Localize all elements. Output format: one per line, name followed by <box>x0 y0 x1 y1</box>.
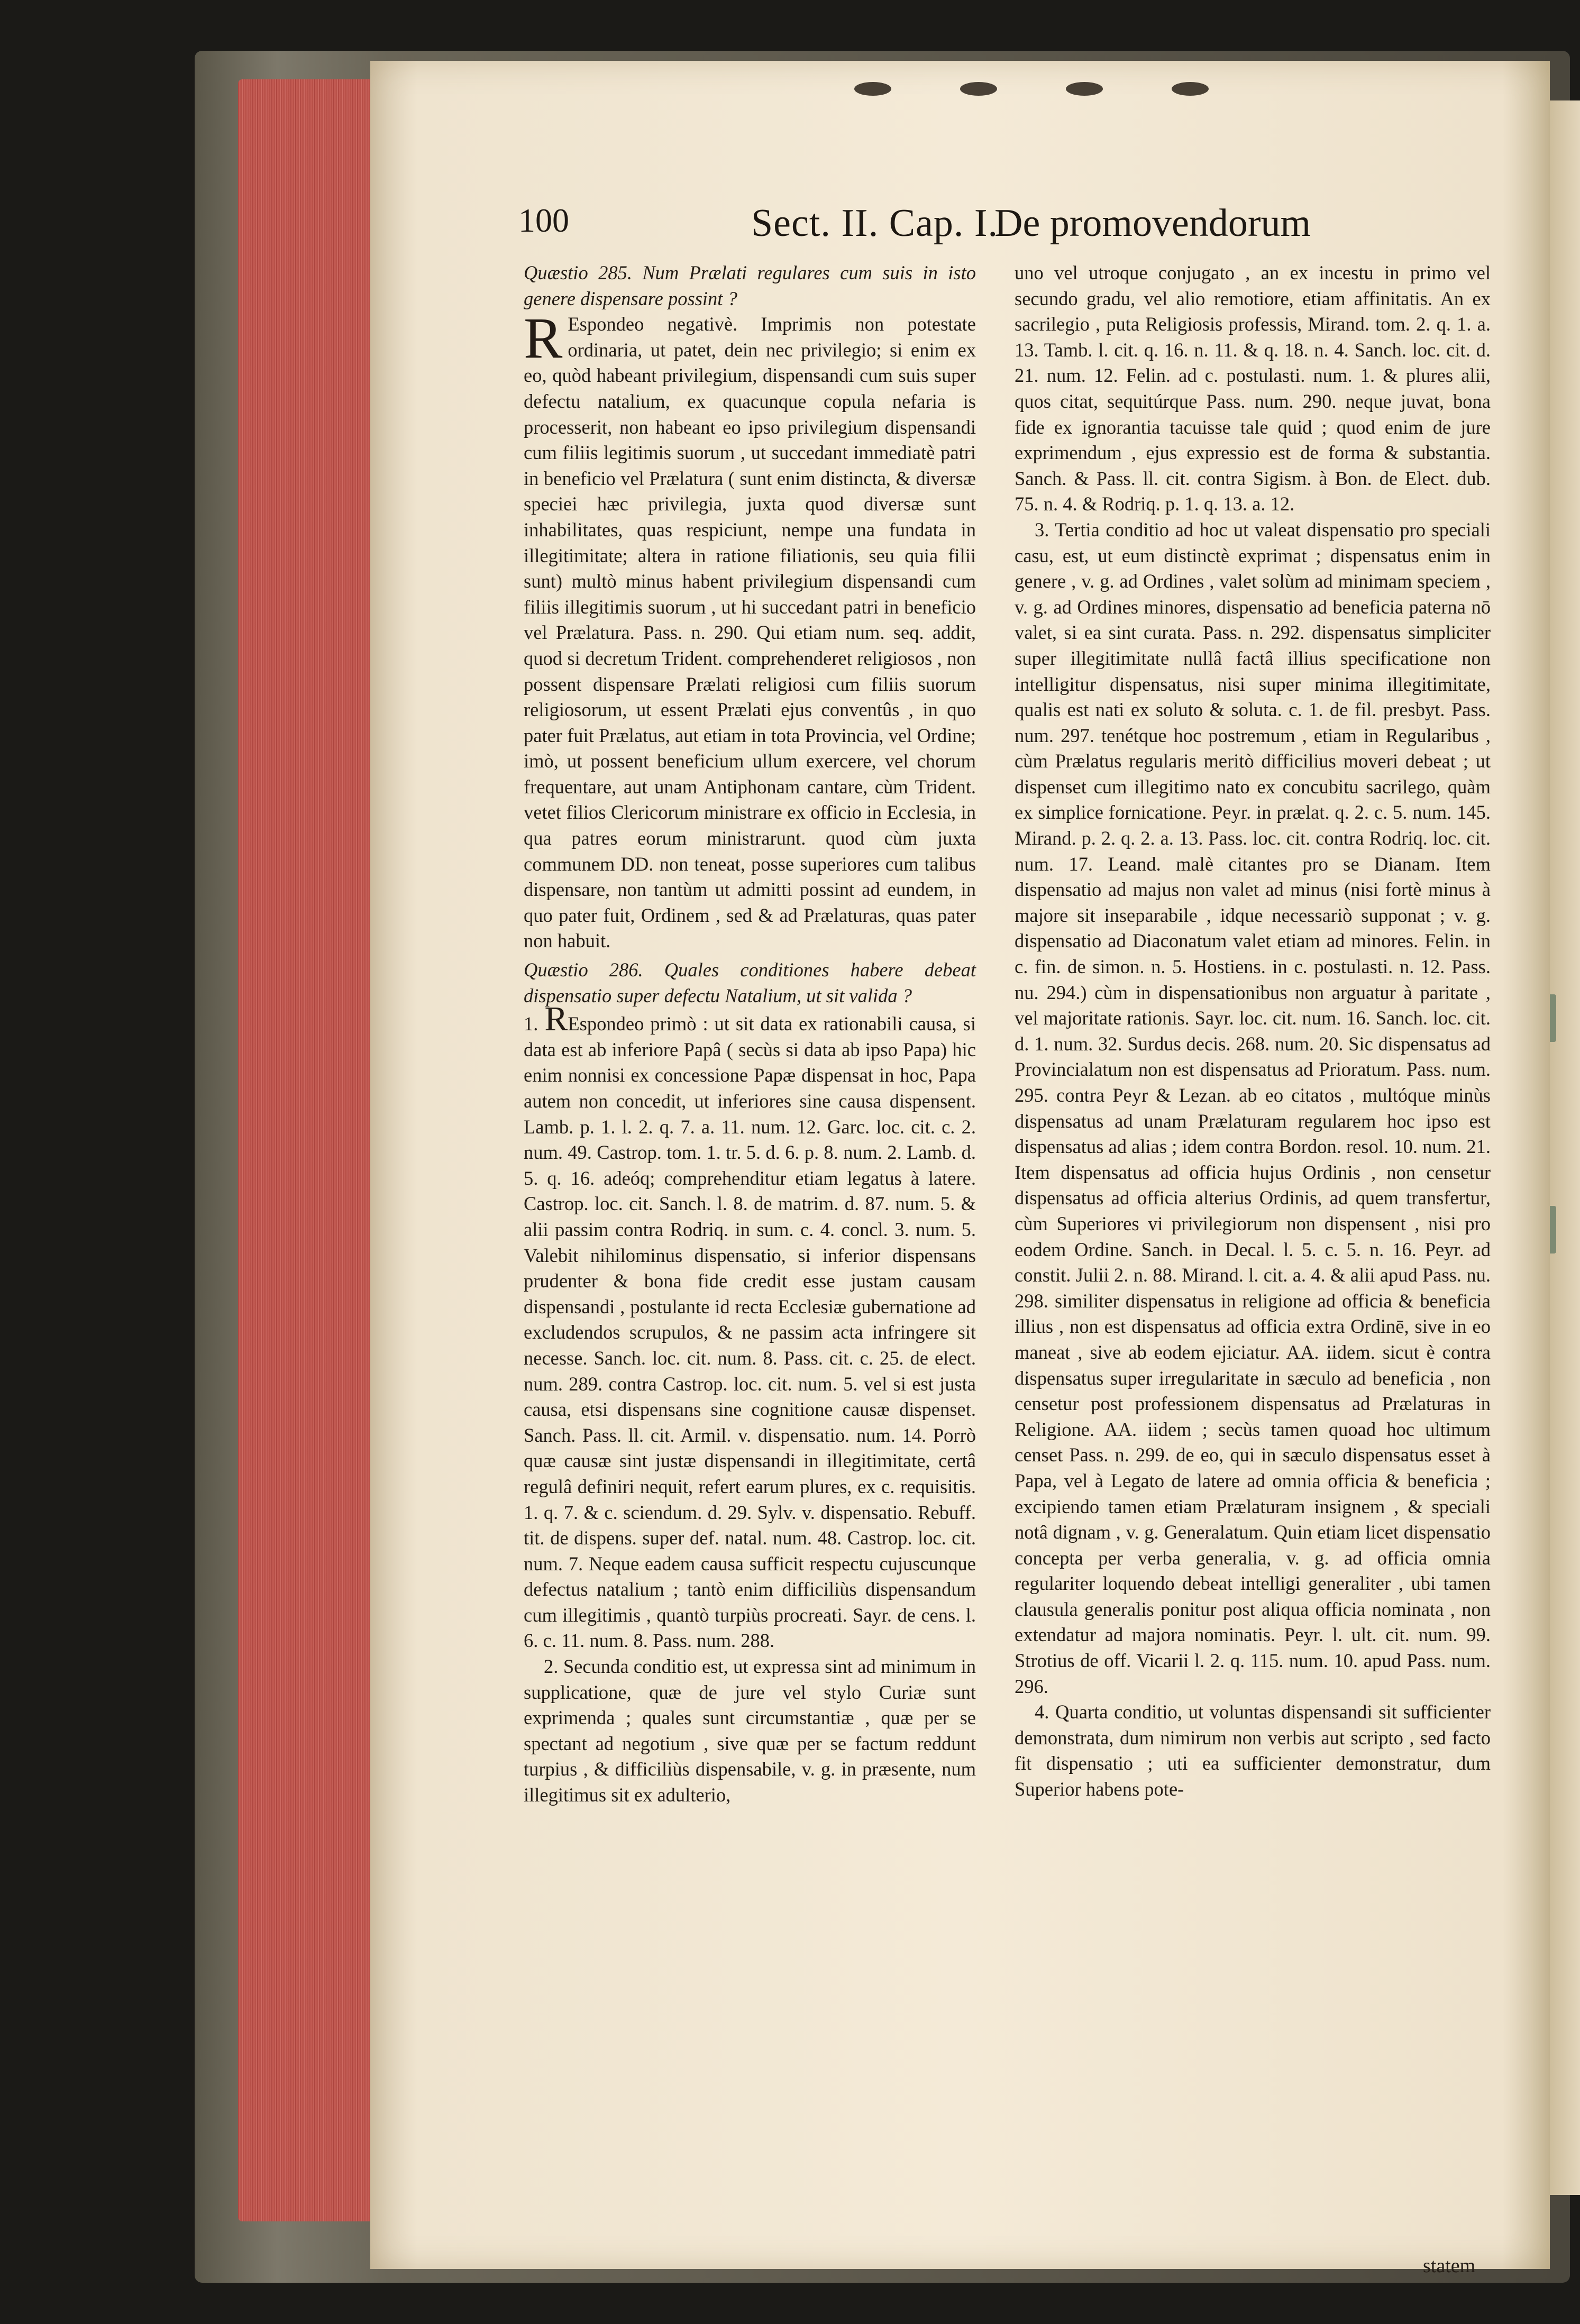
catchword: statem <box>1423 2255 1476 2277</box>
facing-page-edge <box>1547 100 1580 2195</box>
right-column <box>1015 260 1491 1803</box>
section-label: Sect. II. Cap. I. <box>751 202 999 245</box>
header-title: De promovendorum <box>994 202 1311 245</box>
question-285-text: Espondeo negativè. Imprimis non potestate ordinaria, ut patet, dein nec privilegio; si enim ex eo, quòd habeant privilegium, dispensandi cum suis super defectu natalium, ex quacunque copula nefaria is processerit, non habeant eo ipso privilegium dispensandi cum filiis legitimis suorum , ut succedant immediatè patri in beneficio vel Prælatura ( sunt enim distincta, & diversæ speciei hæc privilegia, juxta quod diversæ sunt inhabilitates, quas respiciunt, nempe una fundata in illegitimitate; altera in ratione filiationis, seu quia filii sunt) multò minus habent privilegium dispensandi cum filiis illegitimis suorum , ut hi succedant patri in beneficio vel Prælatura. Pass. n. 290. Qui etiam num. seq. addit, quod si decretum Trident. comprehenderet religiosos , non possent dispensare Prælati religiosi cum filiis suorum religiosorum, ut essent Prælati ejus conventûs , in quo pater fuit Prælatus, aut etiam in tota Provincia, vel Ordine; imò, ut possent beneficium ullum exercere, vel chorum frequentare, aut unam Antiphonam cantare, cùm Trident. vetet filios Clericorum ministrare ex officio in Ecclesia, in qua patres eorum ministrarunt. quod cùm juxta communem DD. non teneat, posse superiores cum talibus dispensare, non tantùm ut admitti possint ad eundem, in quo pater fuit, Ordinem , sed & ad Prælaturas, quas pater non habuit. <box>524 313 976 952</box>
question-286-paragraph-1 <box>524 1000 976 1654</box>
question-286-paragraph-2: 2. Secunda conditio est, ut expressa sint ad minimum in supplicatione, quæ de jure vel stylo Curiæ sunt exprimenda ; quales sunt circumstantiæ , quæ per se spectant ad negotium , sive quæ per se factum reddunt turpius , & difficiliùs dispensabile, v. g. in præsente, num illegitimus sit ex adulterio, <box>524 1655 976 1806</box>
paragraph-3: 3. Tertia conditio ad hoc ut valeat dispensatio pro speciali casu, est, ut eum distinctè exprimat ; dispensatus enim in genere , v. g. ad Ordines , valet solùm ad minimam speciem , v. g. ad Ordines minores, dispensatio ad beneficia paterna nō valet, si ea sint curata. Pass. n. 292. dispensatus simpliciter super illegitimitate nullâ factâ illius specificatione non intelligitur dispensatus, nisi super minima illegitimitate, qualis est nati ex soluto & soluta. c. 1. de fil. presbyt. Pass. num. 297. tenétque hoc postremum , etiam in Regularibus , cùm Prælatus regularis meritò difficilius moveri debeat ; ut dispenset cum illegitimo nato ex concubitu sacrilego, quàm ex simplice fornicatione. Peyr. in prælat. q. 2. c. 5. num. 145. Mirand. p. 2. q. 2. a. 13. Pass. loc. cit. contra Rodriq. loc. cit. num. 17. Leand. malè citantes pro se Dianam. Item dispensatio ad majus non valet ad minus (nisi fortè minus à majore sit inseparabile , idque necessariò supponat ; v. g. dispensatio ad Diaconatum valet etiam ad minores. Felin. in c. fin. de simon. n. 5. Hostiens. in c. postulasti. n. 12. Pass. nu. 294.) cùm in dispensationibus non arguatur à paritate , vel majoritate rationis. Sayr. loc. cit. num. 16. Sanch. loc. cit. d. 1. num. 32. Surdus decis. 268. num. 20. Sic dispensatus ad Provincialatum non est dispensatus ad Prioratum. Pass. num. 295. contra Peyr & Lezan. ab eo citatos , multóque minùs dispensatus ad unam Prælaturam regularem hoc ipso est dispensatus ad alias ; idem contra Bordon. resol. 10. num. 21. Item dispensatus ad officia hujus Ordinis , non censetur dispensatus ad officia alterius Ordinis, ad quem transfertur, cùm Superiores vi privilegiorum non dispensent , nisi pro eodem Ordine. Sanch. in Decal. l. 5. c. 5. n. 16. Peyr. ad constit. Julii 2. n. 88. Mirand. l. cit. a. 4. & alii apud Pass. nu. 298. similiter dispensatus in religione ad officia & beneficia illius , non est dispensatus ad officia extra Ordinē, sive in eo maneat , sive ab eodem ejiciatur. AA. iidem. sicut è contra dispensatus super irregularitate in sæculo ad beneficia , non censetur post professionem dispensatus ad Prælaturas in Religione. AA. iidem ; secùs tamen quoad hoc ultimum censet Pass. n. 299. de eo, qui in sæculo dispensatus esset à Papa, vel à Legato de latere ad omnia officia & beneficia ; excipiendo tamen etiam Prælaturam insignem , & speciali notâ dignam , v. g. Generalatum. Quin etiam licet dispensatio concepta per verba generalia, v. g. ad officia omnia regulariter loquendo debeat intelligi generaliter , ubi tamen clausula generalis ponitur post aliqua officia nominata , non extendatur ad majora nominatis. Peyr. l. ult. cit. num. 99. Strotius de off. Vicarii l. 2. q. 115. num. 10. apud Pass. num. 296. <box>1015 518 1491 1697</box>
drop-cap: R <box>524 306 563 371</box>
page-edges <box>238 79 376 2221</box>
running-header <box>518 201 1534 259</box>
question-286-text: Espondeo primò : ut sit data ex rationabili causa, si data est ab inferiore Papâ ( secùs si data ab ipso Papa) hic enim nonnisi ex concessione Papæ dispensat in hoc, Papa autem non concedit, ut inferiores sine causa dispensent. Lamb. p. 1. l. 2. q. 7. a. 11. num. 12. Garc. loc. cit. c. 2. num. 49. Castrop. tom. 1. tr. 5. d. 6. p. 8. num. 2. Lamb. d. 5. q. 16. adeóq; comprehenditur etiam legatus à latere. Castrop. loc. cit. Sanch. l. 8. de matrim. d. 87. num. 5. & alii passim contra Rodriq. in sum. c. 4. concl. 3. num. 5. Valebit nihilominus dispensatio, si inferior dispensans prudenter & bona fide credit esse justam causam dispensandi , postulante id recta Ecclesiæ gubernatione ad excludendos scrupulos, & ne passim acta infringere sit necesse. Sanch. loc. cit. num. 8. Pass. cit. c. 25. de elect. num. 289. contra Castrop. loc. cit. num. 5. vel si est justa causa, etsi dispensans sine cognitione causæ dispenset. Sanch. Pass. ll. cit. Armil. v. dispensatio. num. 14. Porrò quæ causæ sint justæ dispensandi in illegitimitate, certâ regulâ definiri nequit, refert earum plures, ex c. requisitis. 1. q. 7. & c. sciendum. d. 29. Sylv. v. dispensatio. Rebuff. tit. de dispens. super def. natal. num. 48. Castrop. loc. cit. num. 7. Neque eadem causa sufficit respectu cujuscunque defectus natalium ; tantò enim difficiliùs dispensandum cum illegitimis , quantò turpiùs procreati. Sayr. de cens. l. 6. c. 11. num. 8. Pass. num. 288. <box>524 1013 976 1652</box>
drop-cap: R <box>544 1000 568 1039</box>
question-285-answer <box>524 306 976 954</box>
continued-paragraph: uno vel utroque conjugato , an ex incestu in primo vel secundo gradu, vel alio remotiore, etiam affinitatis. An ex sacrilegio , puta Religiosis professis, Mirand. tom. 2. q. 1. a. 13. Tamb. l. cit. q. 16. n. 11. & q. 18. n. 4. Sanch. loc. cit. d. 21. num. 12. Felin. ad c. postulasti. num. 1. & plures alii, quos citat, sequitúrque Pass. num. 290. neque juvat, bona fide ex ignorantia tacuisse tale quid ; quod enim de jure exprimendum , ejus expressio est de forma & substantia. Sanch. & Pass. ll. cit. contra Sigism. à Bon. de Elect. dub. 75. n. 4. & Rodriq. p. 1. q. 13. a. 12. <box>1015 262 1491 515</box>
paragraph-4: 4. Quarta conditio, ut voluntas dispensandi sit sufficienter demonstrata, dum nimirum non verbis aut scripto , sed facto fit dispensatio ; uti ea sufficienter demonstratur, dum Superior habens pote- <box>1015 1701 1491 1800</box>
paragraph-number: 1. <box>524 1013 538 1035</box>
left-column <box>524 260 976 1808</box>
bleed-through-ornament <box>793 82 1270 103</box>
page-number: 100 <box>518 202 569 239</box>
question-286-heading: Quæstio 286. Quales conditiones habere debeat dispensatio super defectu Natalium, ut sit valida ? <box>524 959 976 1007</box>
question-285-heading: Quæstio 285. Num Prælati regulares cum suis in isto genere dispensare possint ? <box>524 262 976 309</box>
